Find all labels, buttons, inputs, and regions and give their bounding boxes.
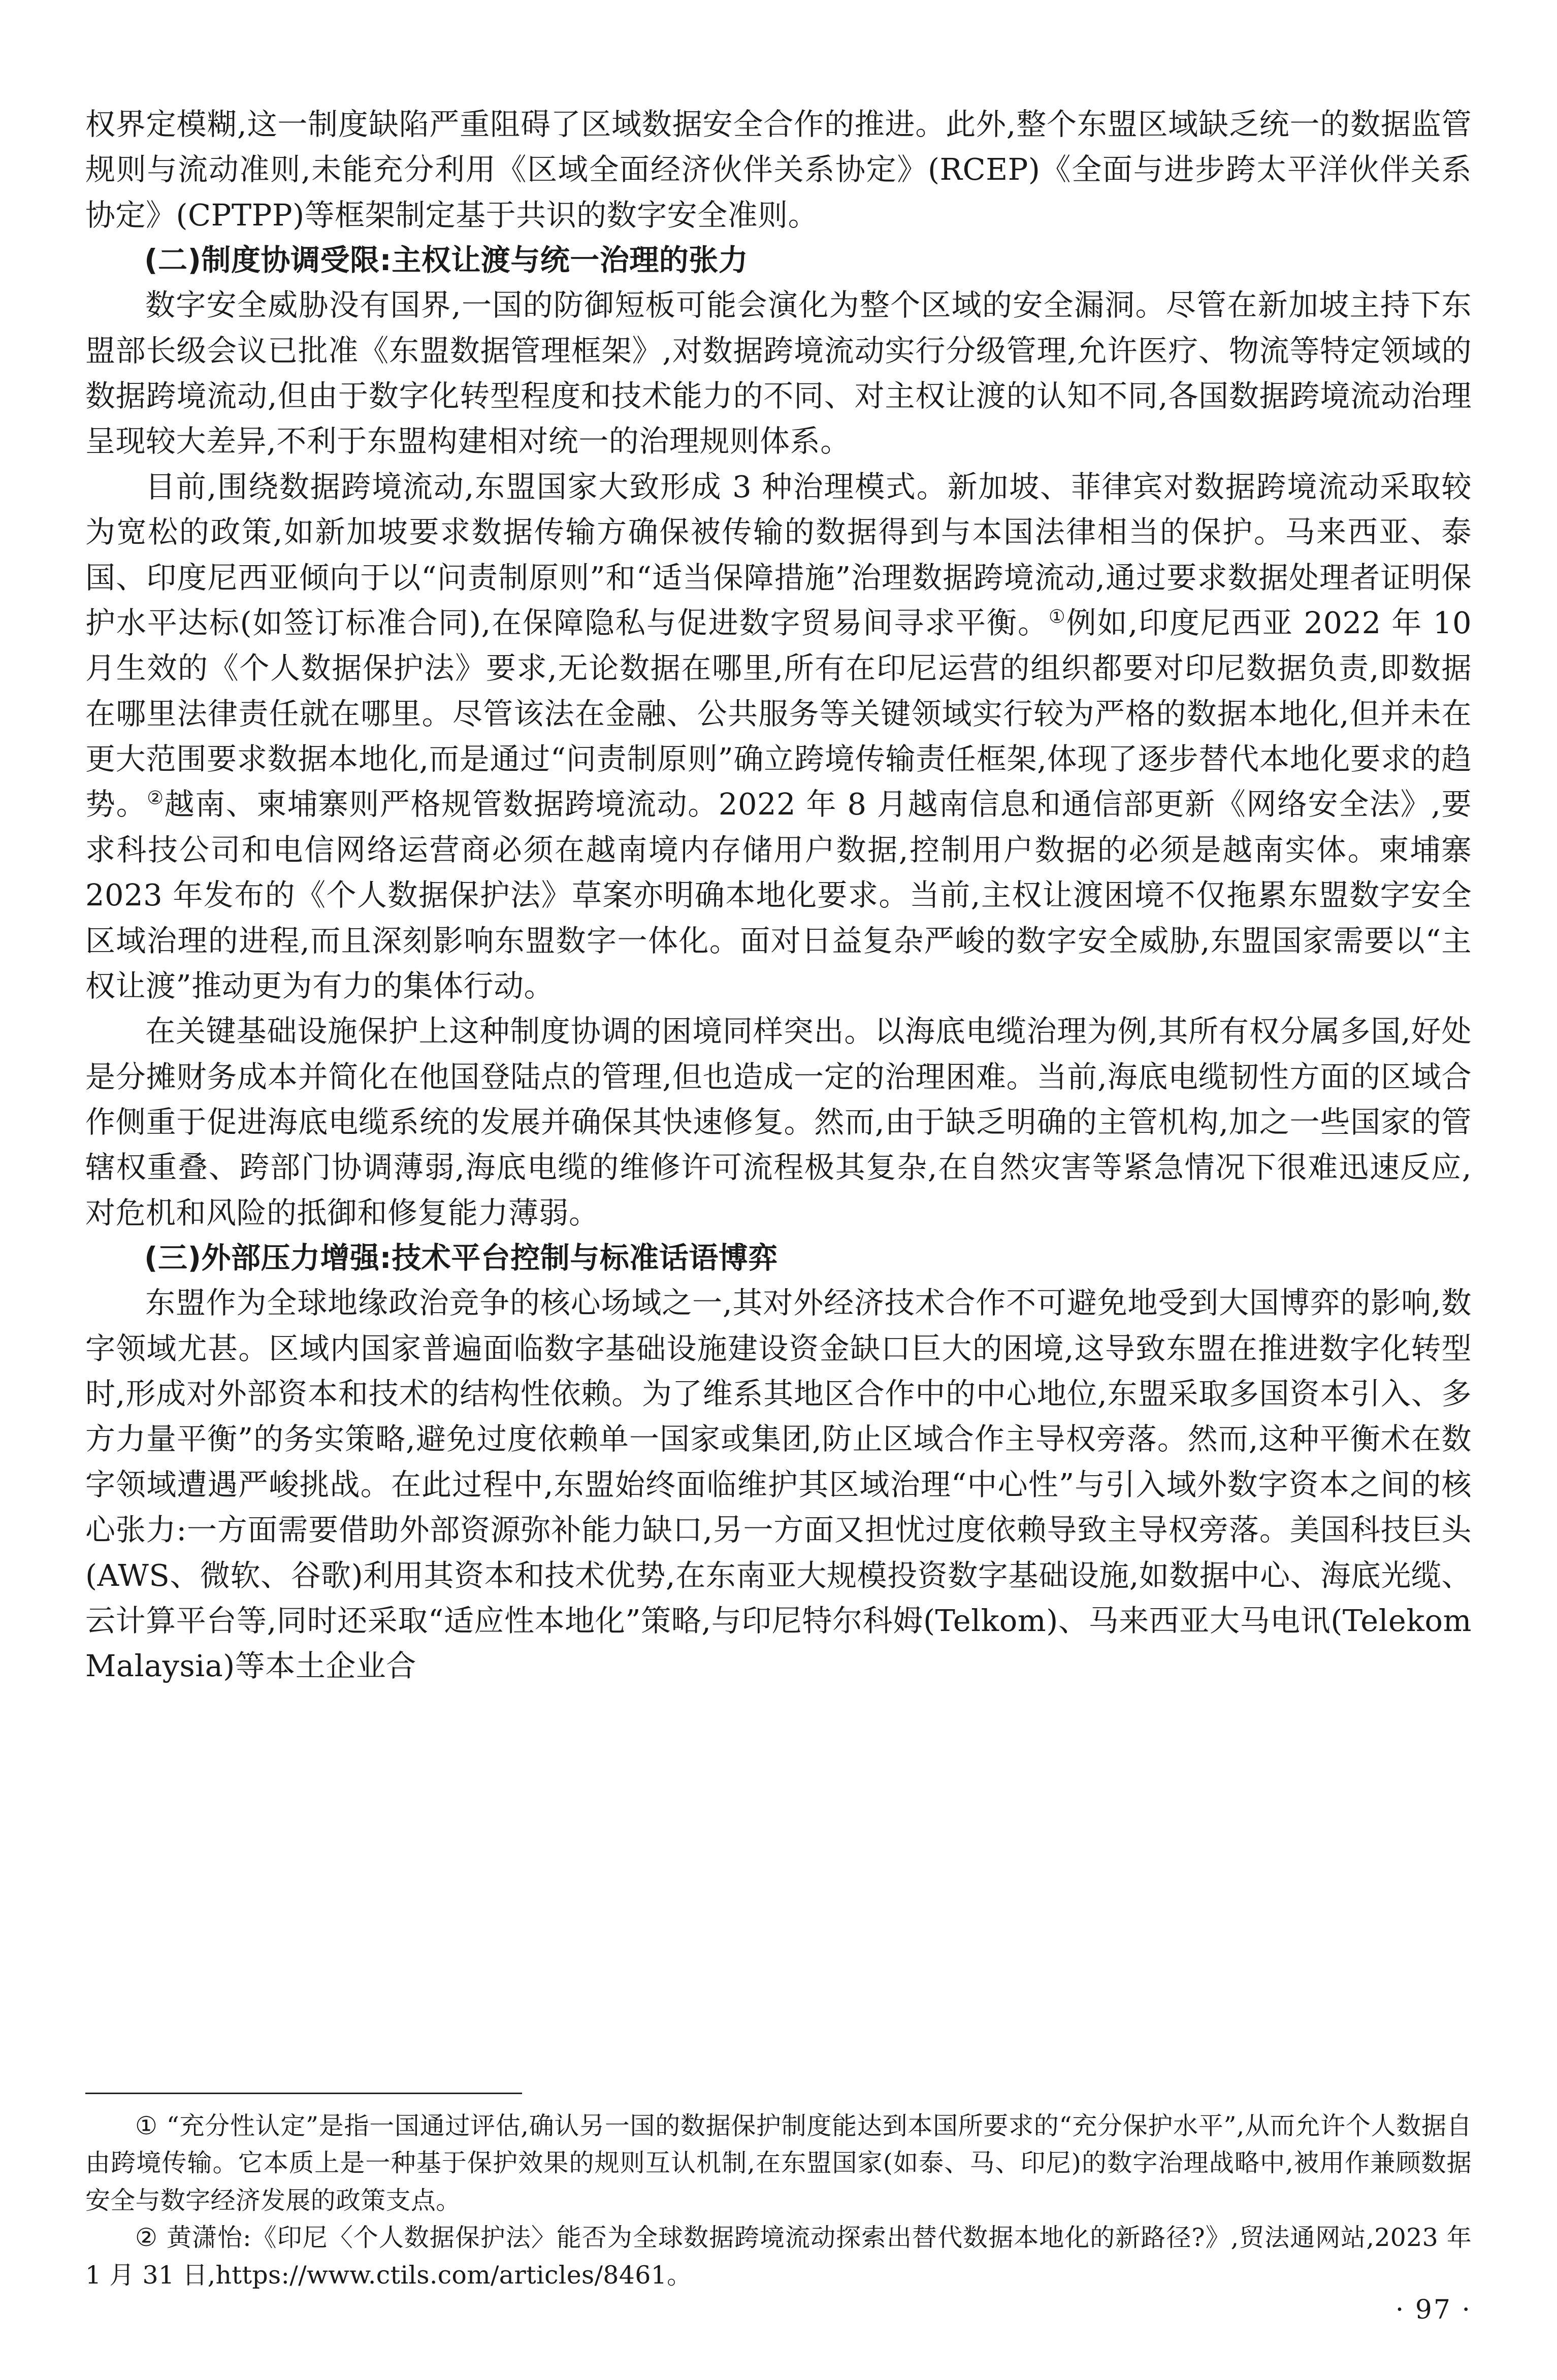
footnote-item: [85, 2219, 1472, 2294]
section-heading-2: (二)制度协调受限:主权让渡与统一治理的张力: [144, 243, 749, 278]
footnote-marker: ①: [135, 2111, 158, 2140]
paragraph-body-with-footnote-refs: [85, 464, 1472, 1009]
paragraph-body: 在关键基础设施保护上这种制度协调的困境同样突出。以海底电缆治理为例,其所有权分属多国,好处是分摊财务成本并简化在他国登陆点的管理,但也造成一定的治理困难。当前,海底电缆韧性方面的区域合作侧重于促进海底电缆系统的发展并确保其快速修复。然而,由于缺乏明确的主管机构,加之一些国家的管辖权重叠、跨部门协调薄弱,海底电缆的维修许可流程极其复杂,在自然灾害等紧急情况下很难迅速反应,对危机和风险的抵御和修复能力薄弱。: [85, 1014, 1472, 1230]
paragraph-segment-2: 例如,印度尼西亚 2022 年 10 月生效的《个人数据保护法》要求,无论数据在哪里,所有在印尼运营的组织都要对印尼数据负责,即数据在哪里法律责任就在哪里。尽管该法在金融、公共服务等关键领域实行较为严格的数据本地化,但并未在更大范围要求数据本地化,而是通过“问责制原则”确立跨境传输责任框架,体现了逐步替代本地化要求的趋势。: [85, 605, 1472, 822]
footnote-item: [85, 2107, 1472, 2220]
footnote-text: “充分性认定”是指一国通过评估,确认另一国的数据保护制度能达到本国所要求的“充分保护水平”,从而允许个人数据自由跨境传输。它本质上是一种基于保护效果的规则互认机制,在东盟国家(如泰、马、印尼)的数字治理战略中,被用作兼顾数据安全与数字经济发展的政策支点。: [85, 2111, 1472, 2215]
footnote-ref-1[interactable]: ①: [1048, 605, 1066, 628]
footnotes-list: [85, 2107, 1472, 2294]
footnote-ref-2[interactable]: ②: [147, 787, 165, 809]
page-number: · 97 ·: [1395, 2295, 1472, 2325]
paragraph-segment-1: 目前,围绕数据跨境流动,东盟国家大致形成 3 种治理模式。新加坡、菲律宾对数据跨境流动采取较为宽松的政策,如新加坡要求数据传输方确保被传输的数据得到与本国法律相当的保护。马来西亚、泰国、印度尼西亚倾向于以“问责制原则”和“适当保障措施”治理数据跨境流动,通过要求数据处理者证明保护水平达标(如签订标准合同),在保障隐私与促进数字贸易间寻求平衡。: [85, 469, 1472, 640]
paragraph-segment-3: 越南、柬埔寨则严格规管数据跨境流动。2022 年 8 月越南信息和通信部更新《网络安全法》,要求科技公司和电信网络运营商必须在越南境内存储用户数据,控制用户数据的必须是越南实体。柬埔寨 2023 年发布的《个人数据保护法》草案亦明确本地化要求。当前,主权让渡困境不仅拖累东盟数字安全区域治理的进程,而且深刻影响东盟数字一体化。面对日益复杂严峻的数字安全威胁,东盟国家需要以“主权让渡”推动更为有力的集体行动。: [85, 787, 1472, 1003]
footnote-separator-rule: [85, 2093, 522, 2094]
paragraph-body: 东盟作为全球地缘政治竞争的核心场域之一,其对外经济技术合作不可避免地受到大国博弈的影响,数字领域尤甚。区域内国家普遍面临数字基础设施建设资金缺口巨大的困境,这导致东盟在推进数字化转型时,形成对外部资本和技术的结构性依赖。为了维系其地区合作中的中心地位,东盟采取多国资本引入、多方力量平衡”的务实策略,避免过度依赖单一国家或集团,防止区域合作主导权旁落。然而,这种平衡术在数字领域遭遇严峻挑战。在此过程中,东盟始终面临维护其区域治理“中心性”与引入域外数字资本之间的核心张力:一方面需要借助外部资源弥补能力缺口,另一方面又担忧过度依赖导致主导权旁落。美国科技巨头(AWS、微软、谷歌)利用其资本和技术优势,在东南亚大规模投资数字基础设施,如数据中心、海底光缆、云计算平台等,同时还采取“适应性本地化”策略,与印尼特尔科姆(Telkom)、马来西亚大马电讯(Telekom Malaysia)等本土企业合: [85, 1285, 1472, 1684]
paragraph-continued: 权界定模糊,这一制度缺陷严重阻碍了区域数据安全合作的推进。此外,整个东盟区域缺乏统一的数据监管规则与流动准则,未能充分利用《区域全面经济伙伴关系协定》(RCEP)《全面与进步跨太平洋伙伴关系协定》(CPTPP)等框架制定基于共识的数字安全准则。: [85, 107, 1472, 233]
footnotes-area: [85, 2070, 1472, 2294]
footnote-marker: ②: [135, 2223, 158, 2252]
footnote-text: 黄潇怡:《印尼〈个人数据保护法〉能否为全球数据跨境流动探索出替代数据本地化的新路径?》,贸法通网站,2023 年 1 月 31 日,https://www.ctils.com/articles/8461。: [85, 2223, 1472, 2290]
page-body: [85, 102, 1472, 1689]
paragraph-body: 数字安全威胁没有国界,一国的防御短板可能会演化为整个区域的安全漏洞。尽管在新加坡主持下东盟部长级会议已批准《东盟数据管理框架》,对数据跨境流动实行分级管理,允许医疗、物流等特定领域的数据跨境流动,但由于数字化转型程度和技术能力的不同、对主权让渡的认知不同,各国数据跨境流动治理呈现较大差异,不利于东盟构建相对统一的治理规则体系。: [85, 287, 1472, 459]
section-heading-3: (三)外部压力增强:技术平台控制与标准话语博弈: [144, 1241, 778, 1276]
